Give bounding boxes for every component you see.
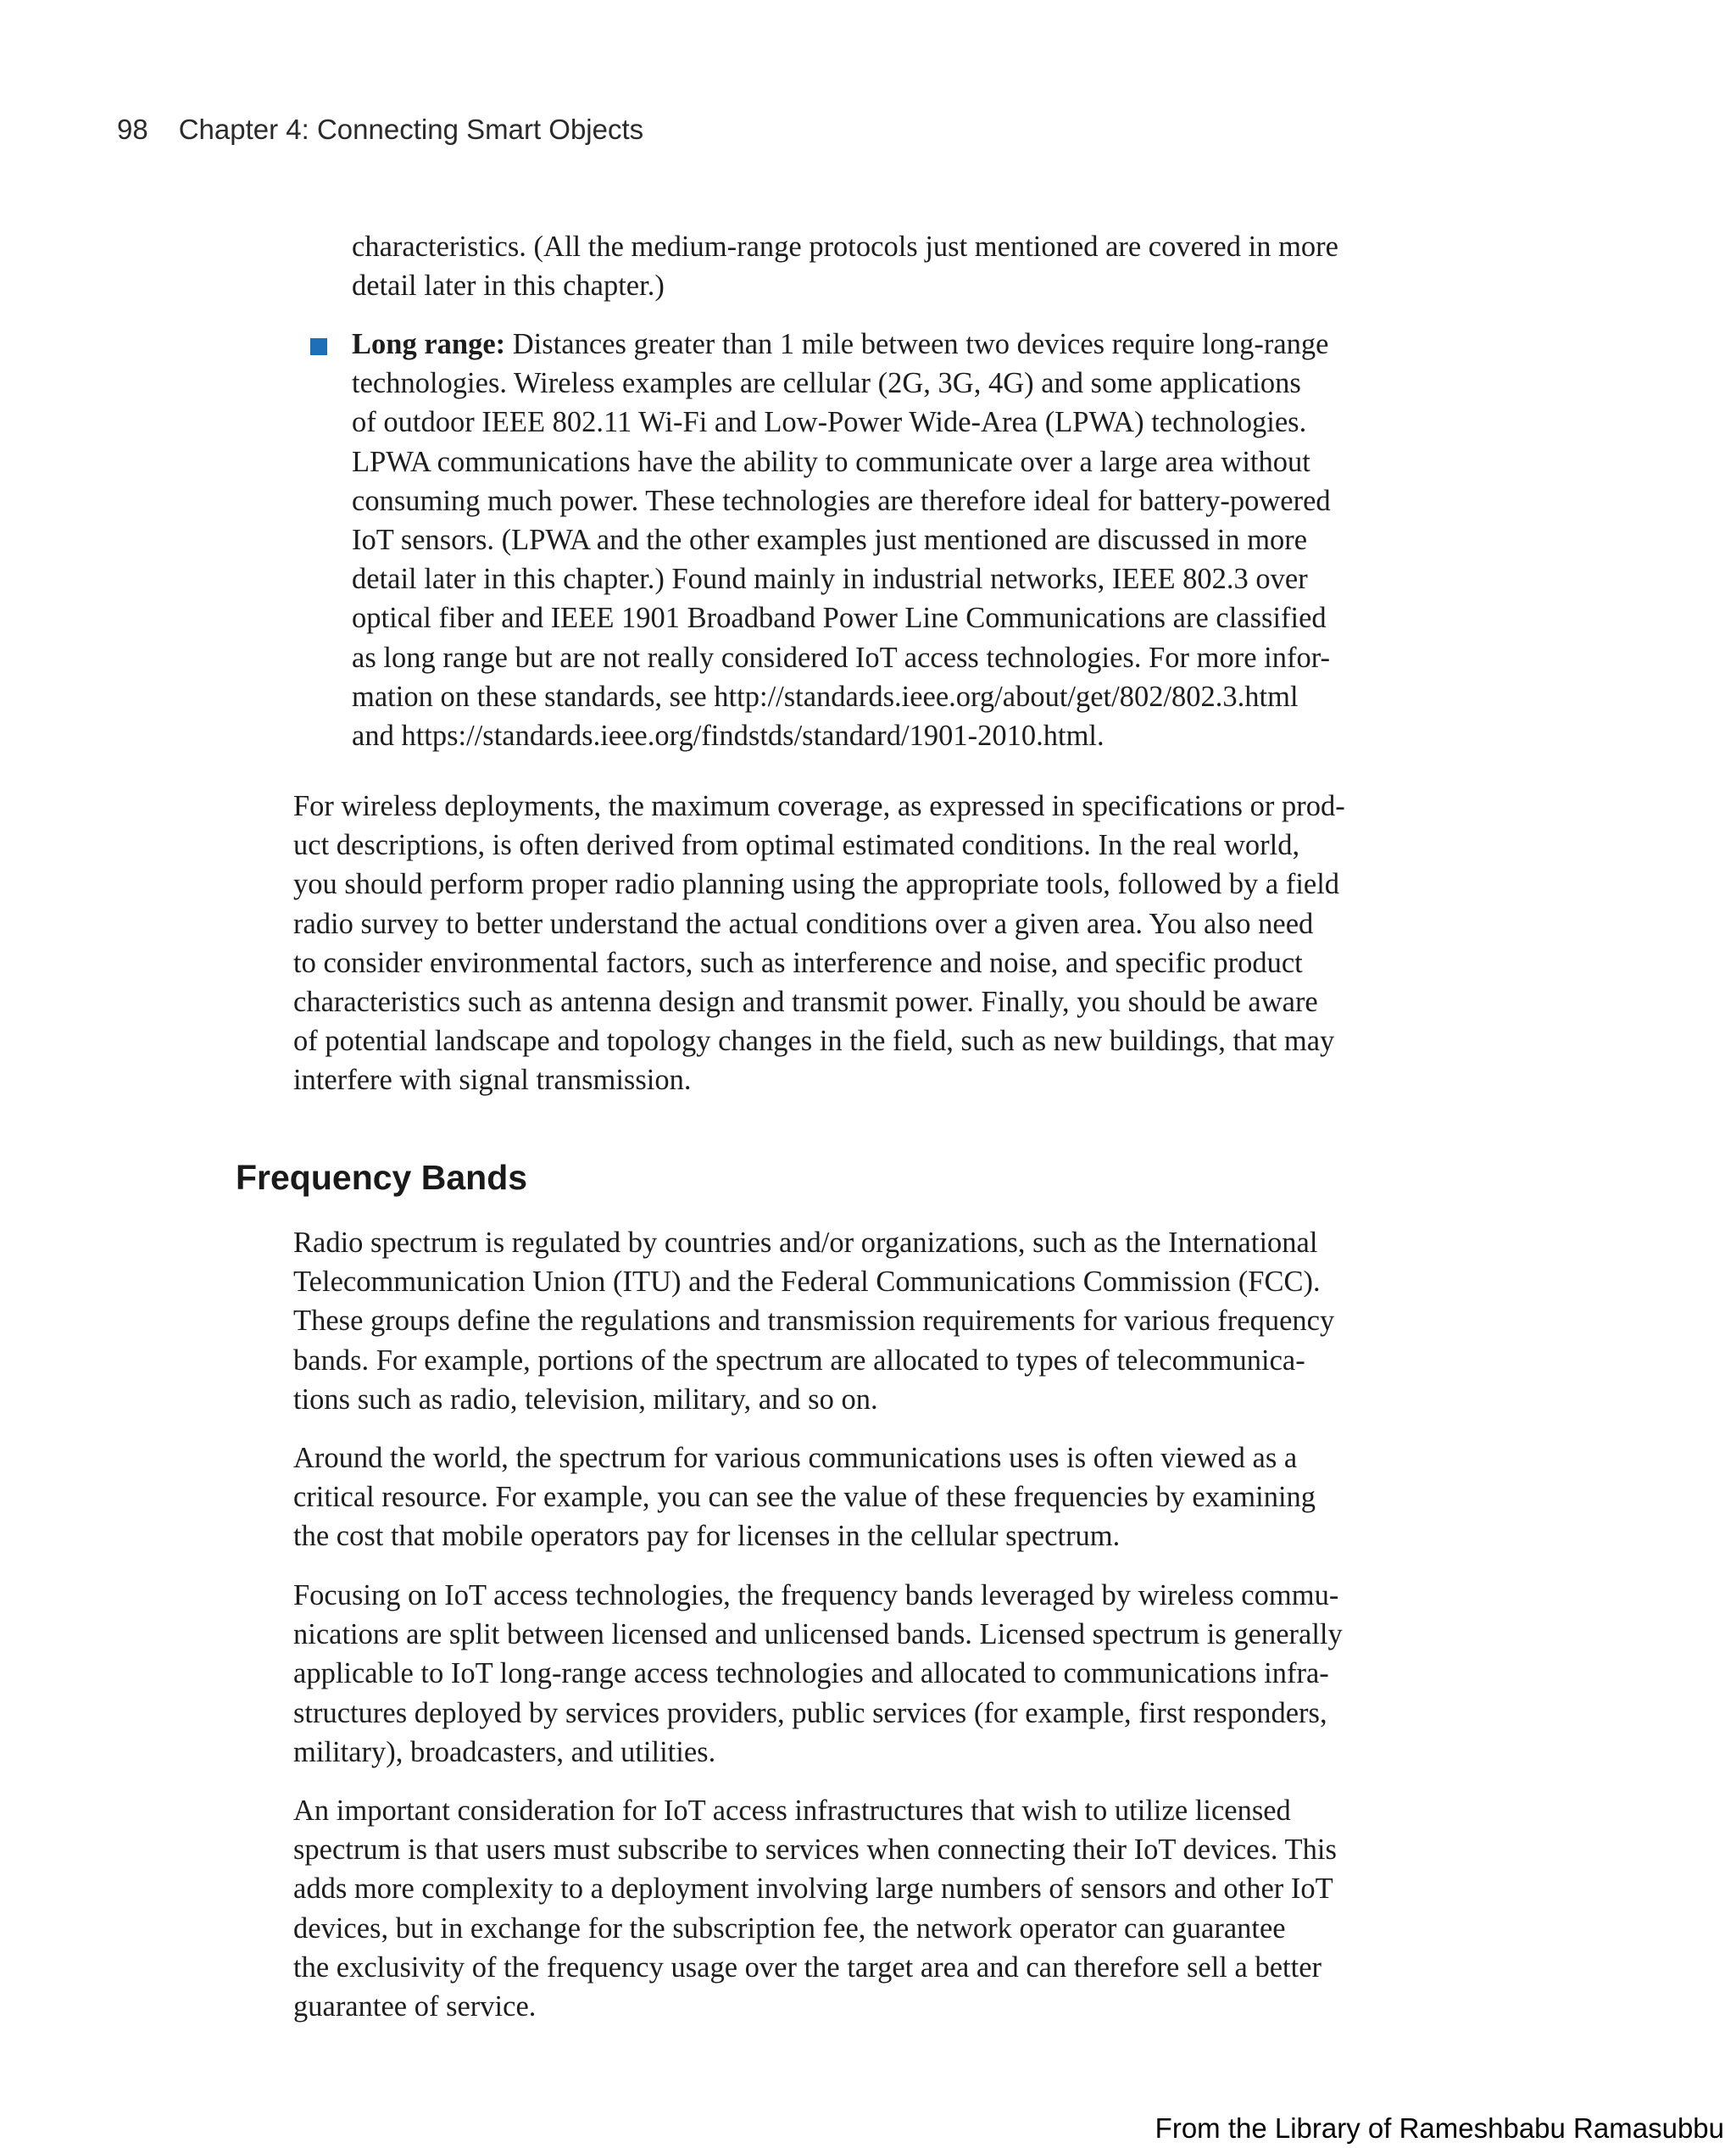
- paragraph-radio-spectrum: [293, 1223, 1446, 1419]
- text-line: bands. For example, portions of the spectrum are allocated to types of telecommunica-: [293, 1344, 1305, 1377]
- paragraph-important-consideration: [293, 1791, 1446, 2026]
- text-line: Telecommunication Union (ITU) and the Federal Communications Commission (FCC).: [293, 1266, 1321, 1299]
- running-header: [117, 114, 643, 146]
- chapter-title: Chapter 4: Connecting Smart Objects: [178, 114, 644, 145]
- text-line: interfere with signal transmission.: [293, 1064, 692, 1097]
- text-line: These groups define the regulations and transmission requirements for various frequency: [293, 1305, 1335, 1338]
- page-number: 98: [117, 114, 148, 145]
- text-line: characteristics such as antenna design and transmit power. Finally, you should be aware: [293, 986, 1318, 1019]
- text-line: tions such as radio, television, military, and so on.: [293, 1383, 878, 1416]
- text-line: uct descriptions, is often derived from optimal estimated conditions. In the real world,: [293, 829, 1300, 862]
- text-line: characteristics. (All the medium-range protocols just mentioned are covered in more: [352, 231, 1338, 263]
- text-line: consuming much power. These technologies are therefore ideal for battery-powered: [352, 484, 1331, 517]
- text-line: structures deployed by services providers, public services (for example, first responders,: [293, 1696, 1327, 1729]
- text-line: mation on these standards, see http://standards.ieee.org/about/get/802/802.3.html: [352, 680, 1299, 713]
- text-line: radio survey to better understand the actual conditions over a given area. You also need: [293, 907, 1314, 940]
- continuation-paragraph: [352, 227, 1454, 305]
- bullet-text: [352, 325, 1454, 755]
- text-line: of potential landscape and topology changes in the field, such as new buildings, that may: [293, 1025, 1335, 1058]
- text-line: Around the world, the spectrum for various communications uses is often viewed as a: [293, 1442, 1298, 1474]
- text-line: optical fiber and IEEE 1901 Broadband Power Line Communications are classified: [352, 602, 1327, 635]
- text-line: Radio spectrum is regulated by countries and/or organizations, such as the International: [293, 1227, 1318, 1259]
- text-line: LPWA communications have the ability to communicate over a large area without: [352, 445, 1310, 478]
- section-heading: Frequency Bands: [236, 1158, 528, 1197]
- text-line: An important consideration for IoT access infrastructures that wish to utilize licensed: [293, 1795, 1291, 1827]
- text-line: applicable to IoT long-range access technologies and allocated to communications infra-: [293, 1657, 1329, 1690]
- library-watermark: From the Library of Rameshbabu Ramasubbu: [1155, 2112, 1724, 2144]
- text-line: devices, but in exchange for the subscription fee, the network operator can guarantee: [293, 1911, 1286, 1945]
- bullet-term: Long range:: [352, 328, 506, 360]
- bullet-first-line: Distances greater than 1 mile between two devices require long-range: [505, 328, 1329, 360]
- text-line: the cost that mobile operators pay for licenses in the cellular spectrum.: [293, 1520, 1121, 1553]
- text-line: the exclusivity of the frequency usage over the target area and can therefore sell a better: [293, 1950, 1321, 1984]
- text-line: and https://standards.ieee.org/findstds/standard/1901-2010.html.: [352, 720, 1104, 753]
- text-line: detail later in this chapter.): [352, 270, 665, 303]
- paragraph-wireless-deployments: [293, 787, 1446, 1100]
- text-line: For wireless deployments, the maximum coverage, as expressed in specifications or prod-: [293, 790, 1345, 822]
- text-line: military), broadcasters, and utilities.: [293, 1735, 716, 1768]
- text-line: IoT sensors. (LPWA and the other examples just mentioned are discussed in more: [352, 524, 1308, 557]
- paragraph-focusing-iot: [293, 1576, 1446, 1772]
- text-line: [352, 325, 1454, 364]
- text-line: spectrum is that users must subscribe to services when connecting their IoT devices. This: [293, 1834, 1337, 1867]
- text-line: technologies. Wireless examples are cellular (2G, 3G, 4G) and some applications: [352, 367, 1301, 400]
- paragraph-around-the-world: [293, 1438, 1446, 1556]
- text-line: adds more complexity to a deployment involving large numbers of sensors and other IoT: [293, 1873, 1333, 1906]
- text-line: critical resource. For example, you can see the value of these frequencies by examining: [293, 1481, 1316, 1514]
- text-line: as long range but are not really considered IoT access technologies. For more infor-: [352, 641, 1331, 674]
- text-line: detail later in this chapter.) Found mainly in industrial networks, IEEE 802.3 over: [352, 563, 1308, 596]
- text-line: Focusing on IoT access technologies, the frequency bands leveraged by wireless commu-: [293, 1579, 1339, 1611]
- text-line: of outdoor IEEE 802.11 Wi-Fi and Low-Power Wide-Area (LPWA) technologies.: [352, 406, 1307, 439]
- text-line: nications are split between licensed and unlicensed bands. Licensed spectrum is generally: [293, 1618, 1343, 1651]
- text-line: to consider environmental factors, such as interference and noise, and specific product: [293, 946, 1303, 979]
- text-line: guarantee of service.: [293, 1990, 537, 2023]
- square-bullet-icon: [310, 338, 327, 355]
- text-line: you should perform proper radio planning using the appropriate tools, followed by a field: [293, 868, 1340, 901]
